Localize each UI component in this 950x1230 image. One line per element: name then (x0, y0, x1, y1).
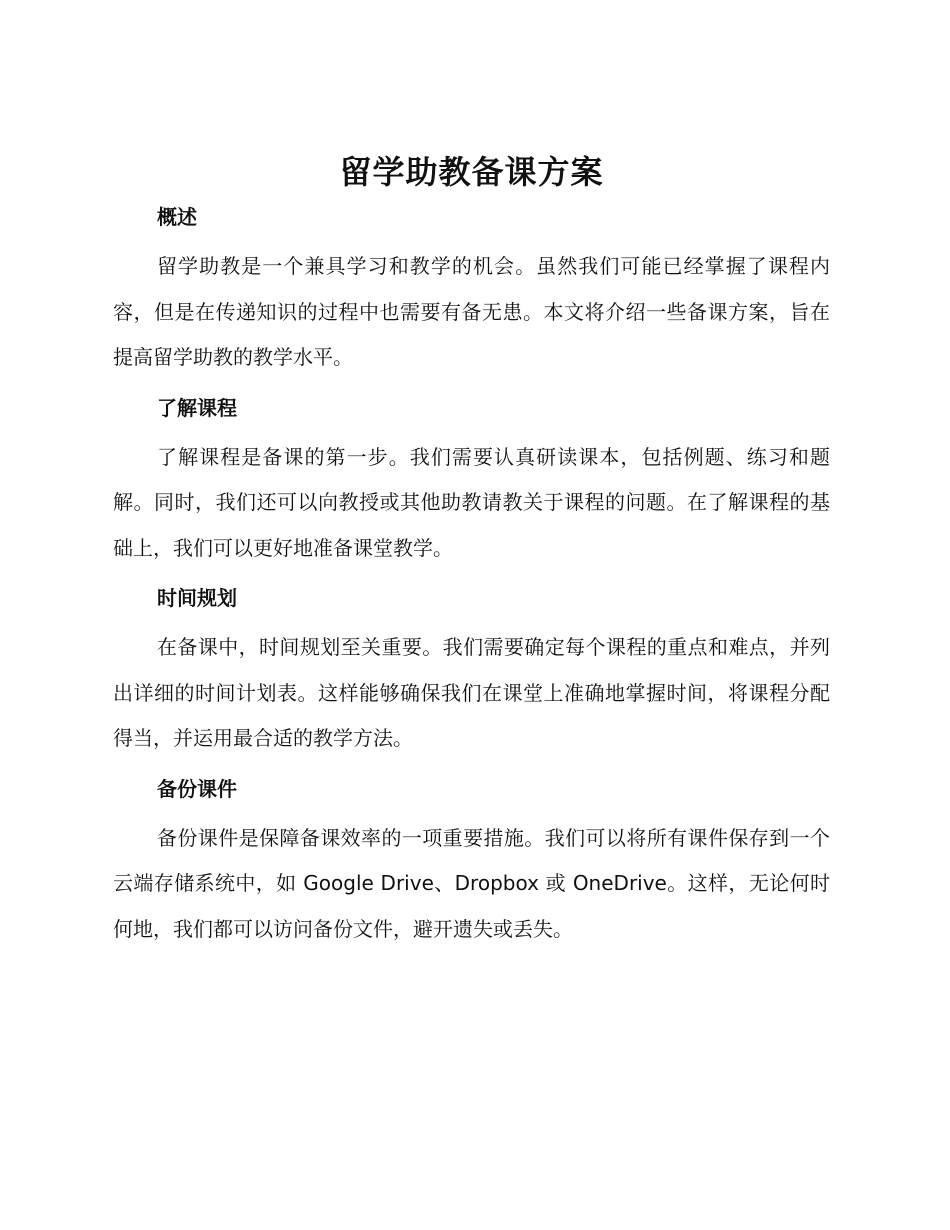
section-backup-courseware (113, 774, 830, 953)
section-paragraph: 留学助教是一个兼具学习和教学的机会。虽然我们可能已经掌握了课程内容，但是在传递知识的过程中也需要有备无患。本文将介绍一些备课方案，旨在提高留学助教的教学水平。 (113, 254, 830, 369)
section-heading: 时间规划 (157, 586, 237, 610)
document-title: 留学助教备课方案 (339, 153, 604, 191)
section-paragraph: 备份课件是保障备课效率的一项重要措施。我们可以将所有课件保存到一个云端存储系统中，如 Google Drive、Dropbox 或 OneDrive。这样，无论何时何地，我们都可以访问备份文件，避开遗失或丢失。 (113, 825, 830, 941)
section-paragraph: 在备课中，时间规划至关重要。我们需要确定每个课程的重点和难点，并列出详细的时间计划表。这样能够确保我们在课堂上准确地掌握时间，将课程分配得当，并运用最合适的教学方法。 (113, 635, 830, 750)
section-paragraph: 了解课程是备课的第一步。我们需要认真研读课本，包括例题、练习和题解。同时，我们还可以向教授或其他助教请教关于课程的问题。在了解课程的基础上，我们可以更好地准备课堂教学。 (113, 444, 830, 560)
section-overview (113, 202, 830, 393)
section-heading: 备份课件 (157, 776, 237, 801)
section-time-planning (113, 583, 830, 774)
section-heading: 了解课程 (157, 395, 237, 420)
document-page (113, 150, 830, 952)
section-heading: 概述 (157, 205, 197, 229)
section-understand-course (113, 393, 830, 584)
